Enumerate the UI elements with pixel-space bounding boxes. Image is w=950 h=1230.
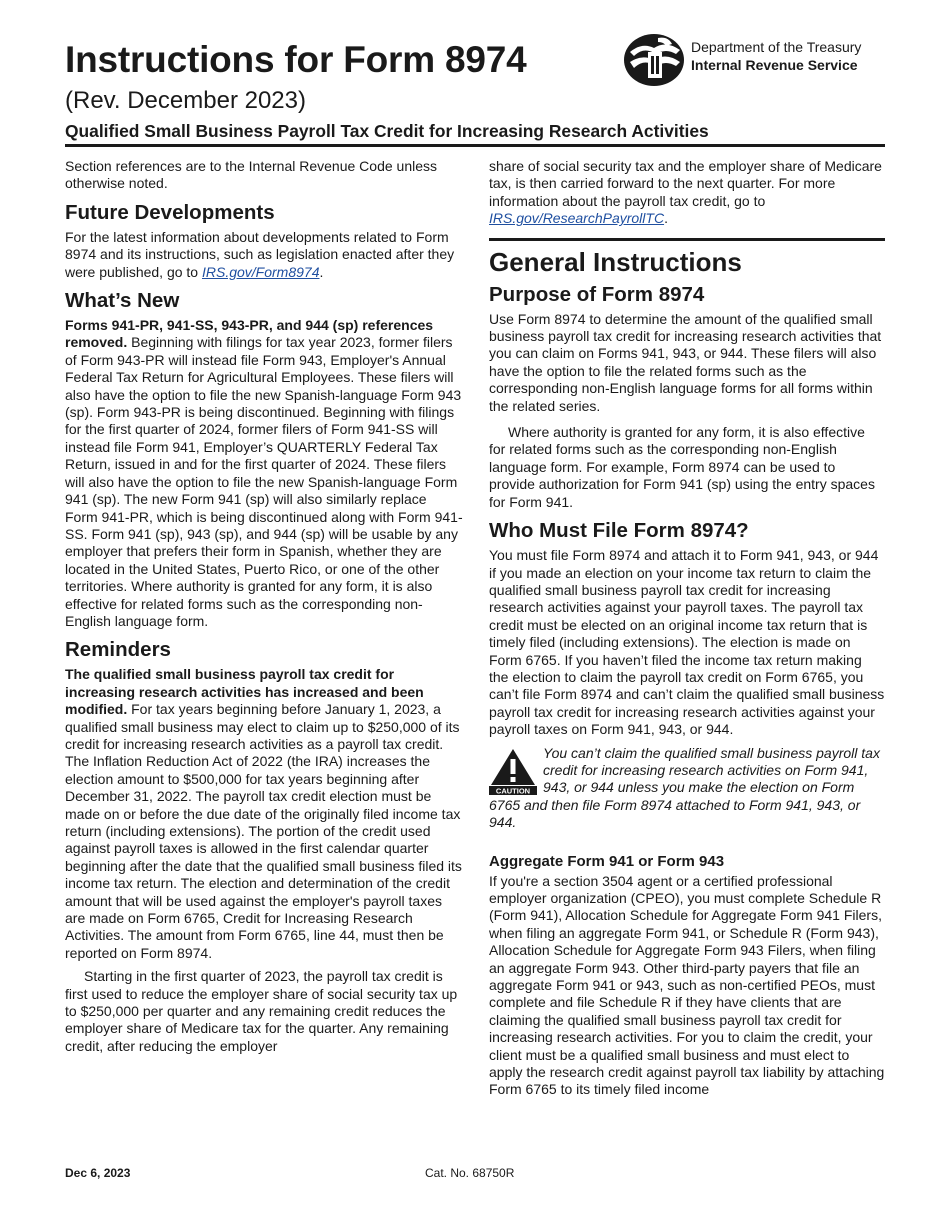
page-title: Instructions for Form 8974 — [65, 39, 527, 80]
revision-date: (Rev. December 2023) — [65, 87, 306, 114]
caution-text: You can’t claim the qualified small business payroll tax credit for increasing research activities on Form 941, 943, or 944 unless you make the election on Form 6765 and then file Form 8974 attached to Form 941, 943, or 944. — [489, 744, 880, 831]
future-developments-heading: Future Developments — [65, 200, 275, 224]
irs-eagle-logo-icon — [622, 32, 686, 88]
reminders-heading: Reminders — [65, 638, 171, 662]
section-rule — [489, 238, 885, 241]
whats-new-heading: What’s New — [65, 289, 180, 313]
whats-new-lead: Forms 941-PR, 941-SS, 943-PR, and 944 (sp) references removed. — [65, 317, 434, 351]
research-payroll-tc-link[interactable]: IRS.gov/ResearchPayrollTC — [489, 210, 665, 227]
whats-new-text: Forms 941-PR, 941-SS, 943-PR, and 944 (sp) references removed. Beginning with filings for tax year 2023, former filers of Form 943-PR will instead file Form 943, Employer's Annual Federal Tax Return for Agricultural Employees. These filers will also have the option to file the new Spanish-language Form 943 (sp). Form 943-PR is being discontinued. Beginning with filings for the first quarter of 2024, former filers of Form 941-SS will instead file Form 941, Employer’s QUARTERLY Federal Tax Return, issued in and for the first quarter of 2024. These filers will also have the option to file the new Spanish-language Form 941 (sp). The new Form 941 (sp) will also similarly replace Form 941-PR, which is being discontinued along with Form 941-SS. Form 941 (sp), 943 (sp), and 944 (sp) will be usable by any employer that prefers their form in Spanish, whether they are located in the United States, Puerto Rico, or one of the other territories. Where authority is granted for any form, it is also effective for related forms such as the corresponding non-English language form. — [65, 317, 463, 629]
reminders-text: The qualified small business payroll tax credit for increasing research activities has increased and been modified. For tax years beginning before January 1, 2023, a qualified small business may elect to claim up to $250,000 of its credit for increasing research activities as a payroll tax credit. The Inflation Reduction Act of 2022 (the IRA) increases the election amount to $500,000 for tax years beginning after December 31, 2022. The payroll tax credit election must be made on or before the due date of the originally filed income tax return (including extensions). The portion of the credit used against payroll taxes is allowed in the first calendar quarter beginning after the date that the qualified small business filed its income tax return. The election and determination of the credit amount that will be used against the employer's payroll taxes are made on Form 6765, Credit for Increasing Research Activities. The amount from Form 6765, line 44, must then be reported on Form 8974. — [65, 666, 462, 961]
aggregate-text: If you're a section 3504 agent or a certified professional employer organization (CPEO), you must complete Schedule R (Form 941), Allocation Schedule for Aggregate Form 941 Filers, when filing an aggregate Form 941, or Schedule R (Form 943), Allocation Schedule for Aggregate Form 943 Filers, when filing an aggregate Form 943. Other third-party payers that file an aggregate Form 941 or 943, such as non-certified PEOs, must complete and file Schedule R if they have clients that are claiming the qualified small business payroll tax credit for increasing research activities. For you to claim the credit, your client must be a qualified small business and must elect to apply the research credit against payroll tax liability by attaching Form 6765 to its timely filed income — [489, 872, 885, 1098]
who-must-file-text: You must file Form 8974 and attach it to Form 941, 943, or 944 if you made an election on your income tax return to claim the qualified small business payroll tax credit for increasing research activities against your payroll taxes. The payroll tax credit must be elected on an original income tax return that is timely filed (including extensions). The election is made on Form 6765. If you haven’t filed the income tax return making the election to claim the payroll tax credit on Form 6765, you can’t file Form 8974 and can’t claim the qualified small business payroll tax credit for increasing research activities against your payroll taxes on Form 941, 943, or 944. — [489, 547, 885, 738]
caution-label: CAUTION — [495, 786, 531, 795]
purpose-text: Use Form 8974 to determine the amount of the qualified small business payroll tax credit for increasing research activities that you can claim on Forms 941, 943, or 944. These filers will also have the option to file the related forms such as the corresponding non-English language forms for all forms within the related series. — [489, 310, 882, 414]
continued-text: share of social security tax and the employer share of Medicare tax, is then carried forward to the next quarter. For more information about the payroll tax credit, go to IRS.gov/ResearchPayrollTC. — [489, 158, 882, 227]
agency-department: Department of the Treasury — [691, 39, 862, 55]
aggregate-heading: Aggregate Form 941 or Form 943 — [489, 852, 725, 870]
reminders-paragraph-2: Starting in the first quarter of 2023, the payroll tax credit is first used to reduce the employer share of social security tax up to $250,000 per quarter and any remaining credit reduces the employer share of Medicare tax for the quarter. Any remaining credit, after reducing the employer — [65, 968, 458, 1054]
form8974-link[interactable]: IRS.gov/Form8974 — [201, 263, 320, 280]
agency-block — [691, 38, 861, 74]
footer-date: Dec 6, 2023 — [65, 1166, 131, 1180]
header-rule — [65, 144, 885, 147]
left-column — [65, 158, 463, 1055]
future-developments-text: For the latest information about developments related to Form 8974 and its instructions, such as legislation enacted after they were published, go to IRS.gov/Form8974. — [65, 228, 455, 280]
purpose-heading: Purpose of Form 8974 — [489, 282, 705, 306]
form-subtitle: Qualified Small Business Payroll Tax Credit for Increasing Research Activities — [65, 121, 709, 141]
intro-text: Section references are to the Internal Revenue Code unless otherwise noted. — [65, 158, 438, 192]
reminders-lead: The qualified small business payroll tax credit for increasing research activities has increased and been modified. — [65, 666, 424, 718]
caution-note — [489, 745, 885, 832]
caution-triangle-icon — [489, 747, 537, 795]
agency-irs: Internal Revenue Service — [691, 57, 858, 73]
who-must-file-heading: Who Must File Form 8974? — [489, 519, 749, 543]
purpose-paragraph-2: Where authority is granted for any form, it is also effective for related forms such as the corresponding non-English language form. For example, Form 8974 can be used to provide authorization for Form 941 (sp) using the entry spaces for Form 941. — [489, 424, 875, 510]
general-instructions-heading: General Instructions — [489, 246, 742, 277]
right-column — [489, 158, 885, 1099]
footer-catalog-number: Cat. No. 68750R — [425, 1166, 515, 1180]
